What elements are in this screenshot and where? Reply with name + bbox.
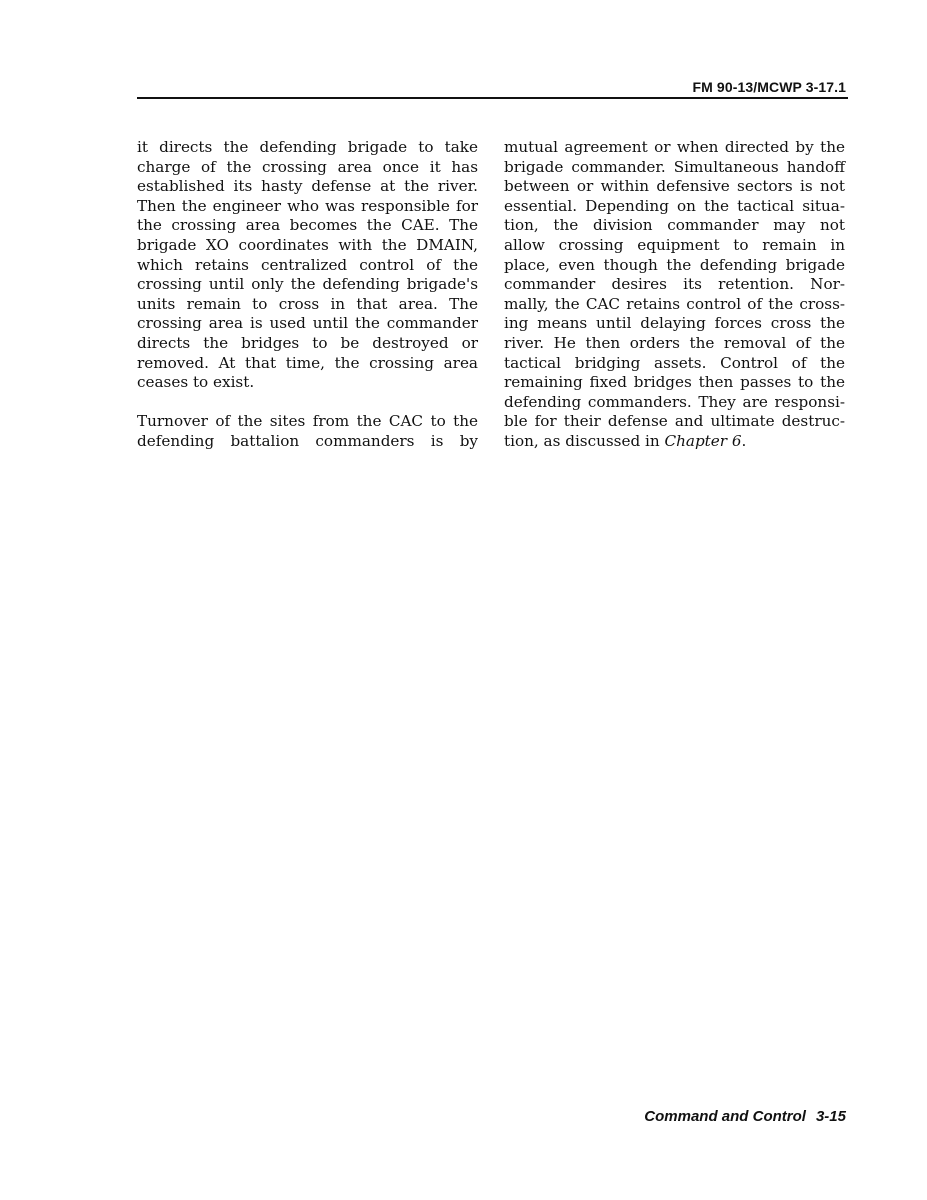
text-line: removed. At that time, the crossing area [137, 353, 478, 372]
text-line: defending battalion commanders is by [137, 431, 478, 450]
text-line: tion, the division commander may not [504, 216, 845, 235]
paragraph [137, 412, 478, 451]
text-line: defending commanders. They are responsi- [504, 392, 845, 411]
text-line: Then the engineer who was responsible for [137, 196, 478, 215]
text-line: river. He then orders the removal of the [504, 333, 845, 352]
text-line: ing means until delaying forces cross the [504, 314, 845, 333]
text-line [504, 432, 845, 452]
text-line: crossing until only the defending brigade's [137, 275, 478, 294]
page-footer [644, 1108, 846, 1125]
text-line: units remain to cross in that area. The [137, 294, 478, 313]
text-line: ceases to exist. [137, 373, 255, 392]
text-line: place, even though the defending brigade [504, 255, 845, 274]
text-line: commander desires its retention. Nor- [504, 275, 845, 294]
text-line: charge of the crossing area once it has [137, 157, 478, 176]
section-title: Command and Control [644, 1108, 806, 1125]
text-line: established its hasty defense at the river. [137, 177, 478, 196]
text-fragment: . [741, 431, 747, 450]
text-line: crossing area is used until the commander [137, 314, 478, 333]
text-line: allow crossing equipment to remain in [504, 235, 845, 254]
text-line: brigade commander. Simultaneous handoff [504, 157, 845, 176]
chapter-reference: Chapter 6 [664, 431, 742, 450]
text-line: it directs the defending brigade to take [137, 138, 478, 156]
text-line: essential. Depending on the tactical situa- [504, 196, 845, 215]
text-line: mutual agreement or when directed by the [504, 138, 845, 156]
text-line: tactical bridging assets. Control of the [504, 353, 845, 372]
text-line: remaining fixed bridges then passes to the [504, 373, 845, 392]
text-line: between or within defensive sectors is not [504, 177, 845, 196]
paragraph [504, 138, 845, 452]
right-column [504, 138, 845, 471]
text-line: mally, the CAC retains control of the cross- [504, 294, 845, 313]
paragraph [137, 138, 478, 393]
document-id: FM 90-13/MCWP 3-17.1 [692, 79, 846, 95]
text-line: brigade XO coordinates with the DMAIN, [137, 235, 478, 254]
text-line: directs the bridges to be destroyed or [137, 333, 478, 352]
text-line: Turnover of the sites from the CAC to the [137, 412, 478, 431]
left-column [137, 138, 478, 471]
text-line: the crossing area becomes the CAE. The [137, 216, 478, 235]
text-line: which retains centralized control of the [137, 255, 478, 274]
text-fragment: tion, as discussed in [504, 431, 665, 450]
page-header [137, 79, 848, 99]
page-number: 3-15 [815, 1108, 846, 1125]
text-line: ble for their defense and ultimate destruc- [504, 412, 845, 431]
